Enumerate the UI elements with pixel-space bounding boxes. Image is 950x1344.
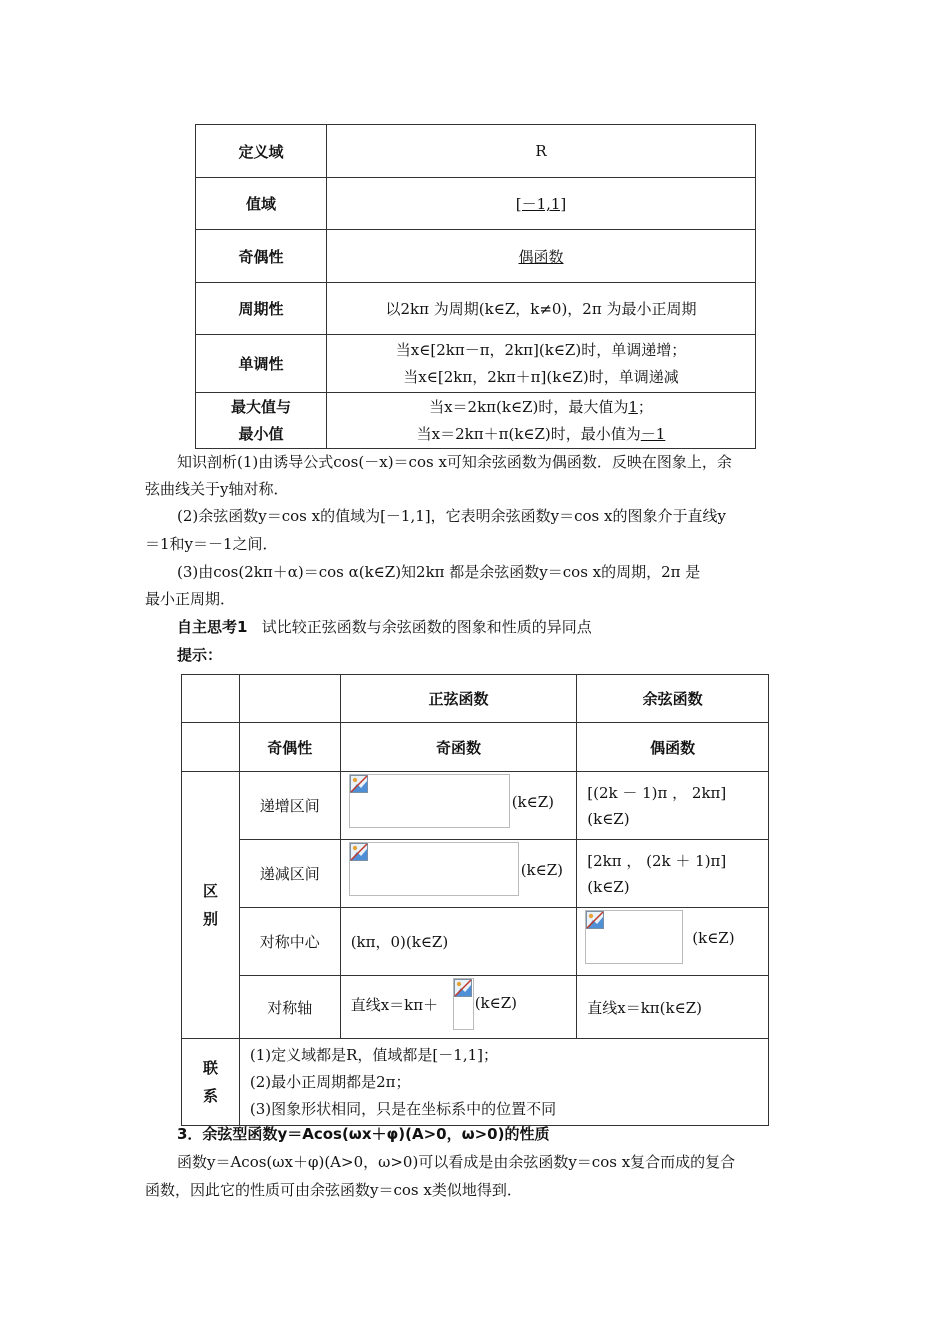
analysis-p3-line1: (3)由cos(2kπ＋α)＝cos α(k∈Z)知2kπ 都是余弦函数y＝cos x的周期，2π 是: [177, 563, 701, 581]
cosine-parity: 偶函数: [577, 723, 769, 772]
sine-symmetry-center: (kπ，0)(k∈Z): [340, 908, 577, 976]
monotonic-label: 单调性: [196, 335, 327, 393]
sine-axis-prefix: 直线x＝kπ＋: [350, 996, 439, 1014]
section3-line1: 函数y＝Acos(ωx＋φ)(A>0，ω>0)可以看成是由余弦函数y＝cos x复合而成的复合: [177, 1153, 736, 1171]
symmetry-axis-label: 对称轴: [239, 976, 340, 1039]
range-value: [－1,1]: [515, 195, 567, 213]
analysis-p1-line2: 弦曲线关于y轴对称．: [145, 480, 289, 498]
relation-item-2: (2)最小正周期都是2π；: [249, 1072, 411, 1091]
relation-item-3: (3)图象形状相同，只是在坐标系中的位置不同: [249, 1099, 557, 1118]
relation-item-1: (1)定义域都是R，值域都是[－1,1]；: [249, 1045, 498, 1064]
broken-image-icon: [454, 979, 472, 997]
analysis-p1-line1: 知识剖析(1)由诱导公式cos(－x)＝cos x可知余弦函数为偶函数．反映在图象上，余: [177, 453, 732, 471]
difference-label: 区 别: [182, 772, 240, 1039]
cosine-symmetry-axis: 直线x＝kπ(k∈Z): [577, 976, 769, 1039]
analysis-p2-line1: (2)余弦函数y＝cos x的值域为[－1,1]，它表明余弦函数y＝cos x的图象介于直线y: [177, 507, 726, 525]
broken-image-icon: [350, 775, 368, 793]
symmetry-center-label: 对称中心: [239, 908, 340, 976]
header-cosine: 余弦函数: [577, 675, 769, 723]
sine-parity: 奇函数: [340, 723, 577, 772]
broken-image-icon: [350, 843, 368, 861]
monotonic-decrease: 当x∈[2kπ，2kπ＋π](k∈Z)时，单调递减: [403, 367, 679, 386]
range-label: 值域: [196, 178, 327, 230]
sin-cos-comparison-table: [181, 674, 769, 1126]
domain-value: R: [327, 125, 756, 178]
min-value-text: 当x＝2kπ＋π(k∈Z)时，最小值为－1: [416, 424, 666, 443]
broken-image-icon: [586, 911, 604, 929]
analysis-p2-line2: ＝1和y＝－1之间．: [145, 535, 278, 553]
max-value-text: 当x＝2kπ(k∈Z)时，最大值为1；: [429, 397, 653, 416]
domain-label: 定义域: [196, 125, 327, 178]
think-line: [177, 614, 842, 640]
decrease-interval-label: 递减区间: [239, 840, 340, 908]
think-text: 试比较正弦函数与余弦函数的图象和性质的异同点: [261, 618, 592, 636]
section3-title: 3．余弦型函数y＝Acos(ωx＋φ)(A>0，ω>0)的性质: [177, 1125, 550, 1143]
cosine-increase-k: (k∈Z): [587, 809, 630, 828]
sine-axis-formula-image: [453, 978, 474, 1030]
sine-decrease-formula-image: [349, 842, 519, 896]
cosine-increase-interval: [(2k － 1)π ， 2kπ]: [587, 783, 727, 802]
increase-interval-label: 递增区间: [239, 772, 340, 840]
sine-increase-suffix: (k∈Z): [511, 793, 555, 811]
header-sine: 正弦函数: [340, 675, 577, 723]
monotonic-increase: 当x∈[2kπ－π，2kπ](k∈Z)时，单调递增；: [395, 340, 687, 359]
sine-increase-formula-image: [349, 774, 510, 828]
section3-line2: 函数，因此它的性质可由余弦函数y＝cos x类似地得到．: [145, 1181, 522, 1199]
period-value: 以2kπ 为周期(k∈Z，k≠0)，2π 为最小正周期: [327, 283, 756, 335]
cosine-decrease-interval: [2kπ ， (2k ＋ 1)π]: [587, 851, 727, 870]
cosine-decrease-k: (k∈Z): [587, 877, 630, 896]
period-label: 周期性: [196, 283, 327, 335]
cosine-center-suffix: (k∈Z): [692, 929, 735, 947]
think-title: 自主思考1: [177, 618, 248, 636]
cosine-center-formula-image: [585, 910, 683, 964]
sine-decrease-suffix: (k∈Z): [520, 861, 564, 879]
parity-value: 偶函数: [518, 247, 564, 266]
sine-axis-suffix: (k∈Z): [474, 994, 518, 1012]
analysis-p3-line2: 最小正周期．: [145, 590, 236, 608]
cosine-properties-table: [195, 124, 756, 449]
parity-row-label: 奇偶性: [239, 723, 340, 772]
parity-label: 奇偶性: [196, 230, 327, 283]
relation-label: 联 系: [182, 1039, 240, 1126]
extremum-label-1: 最大值与: [230, 397, 291, 416]
extremum-label-2: 最小值: [238, 424, 284, 443]
hint-label: 提示：: [177, 646, 223, 664]
